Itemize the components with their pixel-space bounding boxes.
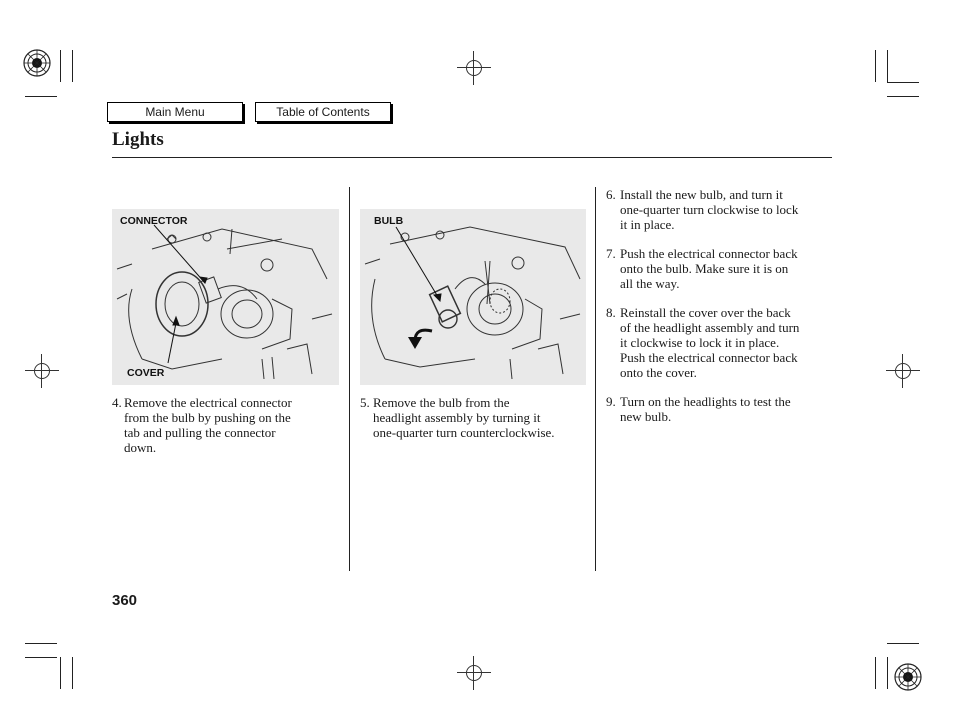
crosshair-mark-icon bbox=[886, 354, 920, 388]
step-number: 6. bbox=[606, 187, 616, 202]
step-number: 5. bbox=[360, 395, 370, 410]
step-line: it clockwise to lock it in place. bbox=[620, 335, 780, 350]
headlight-bulb-drawing-icon bbox=[360, 209, 586, 385]
crosshair-mark-icon bbox=[457, 656, 491, 690]
bulb-illustration bbox=[360, 209, 586, 385]
bulb-label: BULB bbox=[374, 215, 404, 227]
crop-mark bbox=[887, 96, 919, 97]
crop-mark bbox=[887, 82, 919, 83]
step-text bbox=[124, 395, 292, 455]
connector-illustration bbox=[112, 209, 339, 385]
step-line: Turn on the headlights to test the bbox=[620, 394, 791, 409]
step-text bbox=[620, 187, 798, 232]
step-number: 8. bbox=[606, 305, 616, 320]
step-number: 9. bbox=[606, 394, 616, 409]
step-line: onto the cover. bbox=[620, 365, 697, 380]
column-divider bbox=[349, 187, 350, 571]
crop-mark bbox=[60, 50, 61, 82]
crop-mark bbox=[887, 50, 888, 82]
crop-mark bbox=[25, 96, 57, 97]
step-line: Install the new bulb, and turn it bbox=[620, 187, 783, 202]
step-line: new bulb. bbox=[620, 409, 672, 424]
page-title: Lights bbox=[112, 129, 164, 150]
crop-mark bbox=[60, 657, 61, 689]
step-line: Reinstall the cover over the back bbox=[620, 305, 791, 320]
step-text bbox=[620, 246, 798, 291]
crop-mark bbox=[887, 643, 919, 644]
step-number: 7. bbox=[606, 246, 616, 261]
crop-mark bbox=[875, 657, 876, 689]
step-line: Push the electrical connector back bbox=[620, 350, 798, 365]
step-text bbox=[620, 305, 799, 380]
main-menu-button[interactable]: Main Menu bbox=[107, 102, 243, 122]
step-line: of the headlight assembly and turn bbox=[620, 320, 800, 335]
step-line: Remove the electrical connector bbox=[124, 395, 292, 410]
step-text bbox=[373, 395, 555, 440]
column-divider bbox=[595, 187, 596, 571]
step-line: headlight assembly by turning it bbox=[373, 410, 541, 425]
step-text bbox=[620, 394, 791, 424]
step-number: 4. bbox=[112, 395, 122, 410]
page-number: 360 bbox=[112, 592, 138, 609]
step-line: Push the electrical connector back bbox=[620, 246, 798, 261]
step-line: one-quarter turn clockwise to lock bbox=[620, 202, 799, 217]
step-line: Remove the bulb from the bbox=[373, 395, 510, 410]
step-line: one-quarter turn counterclockwise. bbox=[373, 425, 555, 440]
step-line: onto the bulb. Make sure it is on bbox=[620, 261, 789, 276]
crosshair-mark-icon bbox=[457, 51, 491, 85]
crop-mark bbox=[25, 643, 57, 644]
registration-target-icon bbox=[22, 48, 52, 78]
registration-target-icon bbox=[893, 662, 923, 692]
headlight-connector-drawing-icon bbox=[112, 209, 339, 385]
crop-mark bbox=[72, 657, 73, 689]
connector-label: CONNECTOR bbox=[120, 215, 188, 227]
step-line: it in place. bbox=[620, 217, 675, 232]
step-line: tab and pulling the connector bbox=[124, 425, 276, 440]
crop-mark bbox=[887, 657, 888, 689]
step-line: down. bbox=[124, 440, 157, 455]
crop-mark bbox=[875, 50, 876, 82]
step-line: all the way. bbox=[620, 276, 680, 291]
title-divider bbox=[112, 157, 832, 158]
cover-label: COVER bbox=[127, 367, 165, 379]
crop-mark bbox=[72, 50, 73, 82]
step-line: from the bulb by pushing on the bbox=[124, 410, 291, 425]
crosshair-mark-icon bbox=[25, 354, 59, 388]
crop-mark bbox=[25, 657, 57, 658]
table-of-contents-button[interactable]: Table of Contents bbox=[255, 102, 391, 122]
